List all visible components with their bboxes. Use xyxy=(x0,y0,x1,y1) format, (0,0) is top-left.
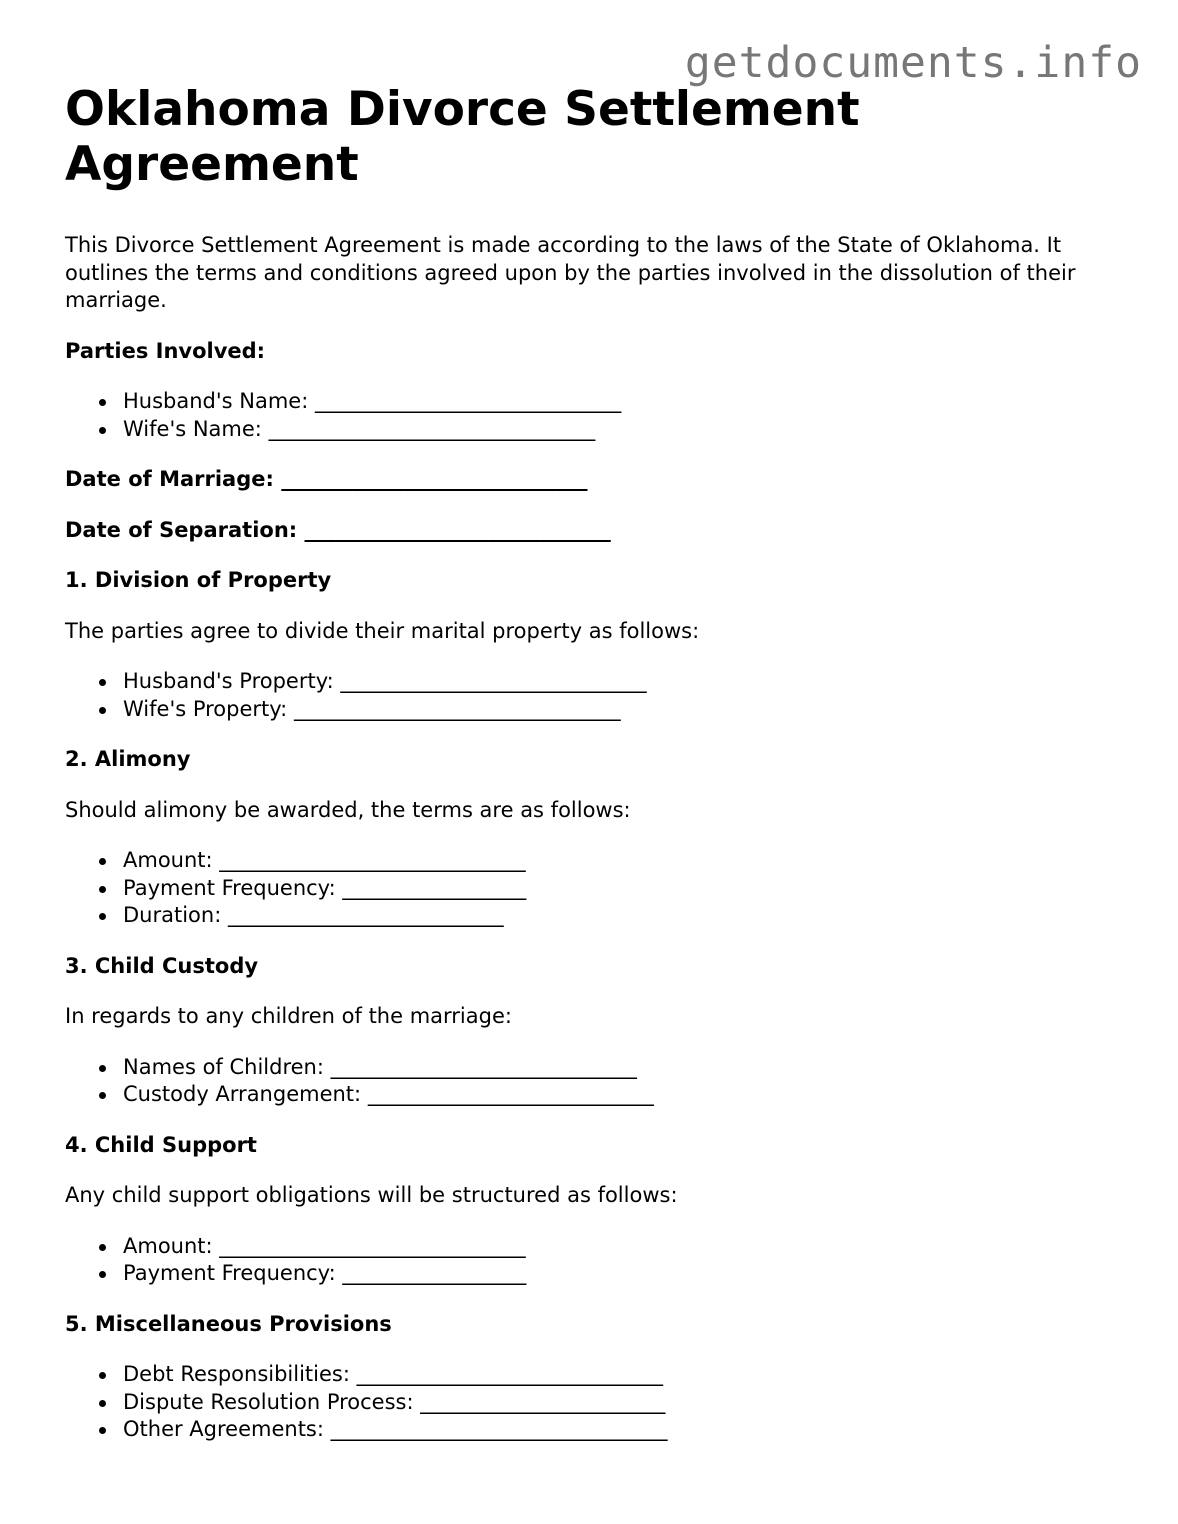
section-heading-misc: 5. Miscellaneous Provisions xyxy=(65,1311,392,1336)
section-text-property: The parties agree to divide their marital property as follows: xyxy=(65,618,700,643)
wife-property-field[interactable]: ________________________________ xyxy=(293,696,621,721)
section-heading-custody: 3. Child Custody xyxy=(65,953,259,978)
list-item xyxy=(123,388,1125,416)
date-of-marriage-line xyxy=(65,466,1125,494)
list-item xyxy=(123,1260,1125,1288)
list-item xyxy=(123,696,1125,724)
list-item xyxy=(123,668,1125,696)
wife-name-label: Wife's Name: xyxy=(123,416,262,441)
alimony-amount-field[interactable]: ______________________________ xyxy=(219,848,526,872)
wife-property-label: Wife's Property: xyxy=(123,696,288,721)
other-agreements-field[interactable]: _________________________________ xyxy=(330,1417,668,1441)
custody-arrangement-field[interactable]: ____________________________ xyxy=(367,1082,654,1106)
dispute-resolution-field[interactable]: ________________________ xyxy=(420,1389,666,1414)
list-item xyxy=(123,902,1125,930)
section-heading-alimony: 2. Alimony xyxy=(65,747,191,771)
alimony-frequency-field[interactable]: __________________ xyxy=(342,875,526,900)
misc-list xyxy=(65,1361,1125,1444)
list-item xyxy=(123,1081,1125,1109)
watermark: getdocuments.info xyxy=(684,38,1142,88)
other-agreements-label: Other Agreements: xyxy=(123,1417,324,1441)
list-item xyxy=(123,416,1125,444)
alimony-duration-field[interactable]: ___________________________ xyxy=(227,903,504,927)
support-frequency-field[interactable]: __________________ xyxy=(342,1261,526,1285)
debt-responsibilities-label: Debt Responsibilities: xyxy=(123,1362,350,1386)
list-item xyxy=(123,847,1125,875)
list-item xyxy=(123,1361,1125,1389)
section-text-custody: In regards to any children of the marriage: xyxy=(65,1004,512,1028)
support-amount-label: Amount: xyxy=(123,1233,213,1258)
children-names-field[interactable]: ______________________________ xyxy=(330,1054,637,1079)
alimony-amount-label: Amount: xyxy=(123,848,213,872)
section-heading-child-support: 4. Child Support xyxy=(65,1132,257,1157)
alimony-duration-label: Duration: xyxy=(123,903,222,927)
child-support-list xyxy=(65,1233,1125,1288)
date-of-marriage-label: Date of Marriage: xyxy=(65,467,274,491)
debt-responsibilities-field[interactable]: ______________________________ xyxy=(356,1362,663,1386)
document-title: Oklahoma Divorce Settlement Agreement xyxy=(65,82,860,192)
list-item xyxy=(123,1416,1125,1444)
date-of-marriage-field[interactable]: ______________________________ xyxy=(281,467,588,491)
parties-list xyxy=(65,388,1125,443)
husband-name-field[interactable]: ______________________________ xyxy=(315,389,622,413)
custody-list xyxy=(65,1054,1125,1109)
alimony-list xyxy=(65,847,1125,930)
list-item xyxy=(123,875,1125,903)
dispute-resolution-label: Dispute Resolution Process: xyxy=(123,1389,414,1414)
date-of-separation-label: Date of Separation: xyxy=(65,517,298,542)
alimony-frequency-label: Payment Frequency: xyxy=(123,875,336,900)
list-item xyxy=(123,1054,1125,1082)
date-of-separation-line xyxy=(65,517,1125,545)
list-item xyxy=(123,1389,1125,1417)
section-text-child-support: Any child support obligations will be structured as follows: xyxy=(65,1183,678,1207)
children-names-label: Names of Children: xyxy=(123,1054,324,1079)
document-page xyxy=(65,82,1125,1467)
list-item xyxy=(123,1233,1125,1261)
custody-arrangement-label: Custody Arrangement: xyxy=(123,1082,362,1106)
date-of-separation-field[interactable]: ______________________________ xyxy=(304,517,611,542)
property-list xyxy=(65,668,1125,723)
wife-name-field[interactable]: ________________________________ xyxy=(268,416,595,441)
support-frequency-label: Payment Frequency: xyxy=(123,1261,336,1285)
intro-paragraph: This Divorce Settlement Agreement is made according to the laws of the State of Oklahoma. It outlines the terms and conditions agreed upon by the parties involved in the dissolution of their marriage. xyxy=(65,233,1076,312)
section-text-alimony: Should alimony be awarded, the terms are as follows: xyxy=(65,797,631,822)
support-amount-field[interactable]: ______________________________ xyxy=(219,1233,526,1258)
husband-property-label: Husband's Property: xyxy=(123,669,334,693)
husband-property-field[interactable]: ______________________________ xyxy=(340,669,647,693)
husband-name-label: Husband's Name: xyxy=(123,389,309,413)
section-heading-property: 1. Division of Property xyxy=(65,568,332,592)
parties-heading: Parties Involved: xyxy=(65,338,266,363)
